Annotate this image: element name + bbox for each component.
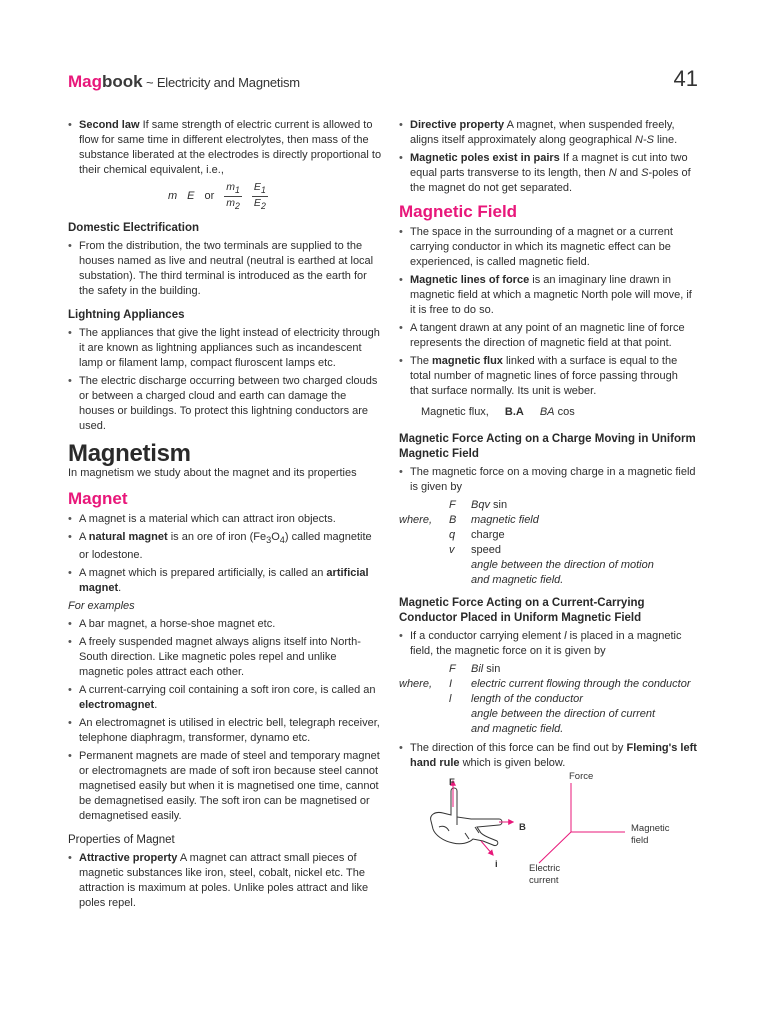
definition-text: and magnetic field. bbox=[471, 723, 564, 735]
directive-property-term: Directive property bbox=[410, 119, 505, 131]
conductor-force-list bbox=[399, 629, 699, 659]
definition-symbol: I bbox=[449, 678, 453, 690]
list-item bbox=[399, 629, 699, 659]
label-i: i bbox=[495, 859, 498, 870]
conductor-force-formula bbox=[399, 662, 699, 737]
definition-row bbox=[399, 558, 699, 573]
text-run: If a conductor carrying element bbox=[410, 630, 565, 642]
domestic-list bbox=[68, 239, 383, 299]
fraction-numerator bbox=[252, 181, 268, 197]
definition-label bbox=[399, 707, 449, 722]
electromagnet-term: electromagnet bbox=[79, 699, 155, 712]
magnet-list bbox=[68, 512, 383, 596]
magnet-heading: Magnet bbox=[68, 489, 128, 509]
formula-row bbox=[399, 498, 699, 513]
text-run: O bbox=[271, 531, 280, 544]
lines-of-force-term: Magnetic lines of force bbox=[410, 274, 530, 286]
text-run: sin bbox=[483, 663, 501, 675]
list-item: • The electric discharge occurring between two charged clouds or between a charged cloud and earth can damage the houses or buildings. To protect this lightning conductors are used. bbox=[68, 374, 383, 434]
text-run: N bbox=[608, 167, 617, 179]
fraction-numerator bbox=[224, 181, 242, 197]
magnetic-field-list bbox=[399, 225, 699, 399]
text-run: linked with a surface is equal to the total number of magnetic lines of force passing through that surface normally. Its unit is weber. bbox=[410, 355, 678, 397]
label-current: current bbox=[529, 875, 559, 886]
formula-label bbox=[399, 662, 449, 677]
text-run: ) called magnetite or lodestone. bbox=[79, 531, 372, 562]
text-run: If a magnet is cut into two equal parts transverse to its length, then bbox=[410, 152, 688, 179]
definition-row bbox=[399, 543, 699, 558]
text-run: . bbox=[154, 699, 158, 712]
label-b: B bbox=[519, 822, 526, 833]
page-number: 41 bbox=[673, 66, 698, 91]
list-item: • A freely suspended magnet always aligns itself into North-South direction. Like magnetic poles repel and unlike magnetic poles attract each other. bbox=[68, 635, 383, 680]
definition-symbol: l bbox=[449, 693, 452, 705]
list-item: • The appliances that give the light instead of electricity through it are known as lightning appliances such as incandescent lamp or filament lamp, compact fluroscent lamps etc. bbox=[68, 326, 383, 371]
examples-list bbox=[68, 617, 383, 824]
formula-rhs bbox=[471, 498, 507, 513]
list-item: • An electromagnet is utilised in electric bell, telegraph receiver, telephone diaphragm, transformer, dynamo etc. bbox=[68, 716, 383, 746]
text-run: A magnet which is prepared artificially, is called an bbox=[79, 567, 327, 580]
definition-label bbox=[399, 543, 449, 558]
definition-symbol: B bbox=[449, 514, 457, 526]
fraction-denominator bbox=[252, 197, 268, 212]
text-run: -poles of the magnet do not get separated. bbox=[410, 167, 691, 194]
list-item: • From the distribution, the two terminals are supplied to the houses named as live and neutral (neutral is earthed at local substation). The third terminal is introduced as the earth for the safety in the building. bbox=[68, 239, 383, 299]
text-run: The bbox=[410, 355, 433, 367]
definition-label bbox=[399, 558, 449, 573]
eq-m2-sub: 2 bbox=[235, 201, 240, 212]
left-hand-icon bbox=[431, 788, 502, 846]
eq-m: m bbox=[168, 190, 178, 203]
formula-label bbox=[399, 498, 449, 513]
magnetism-intro: In magnetism we study about the magnet and its properties bbox=[68, 467, 357, 480]
attractive-property-term: Attractive property bbox=[79, 852, 178, 865]
domestic-heading: Domestic Electrification bbox=[68, 222, 200, 235]
magnetism-heading: Magnetism bbox=[68, 440, 191, 468]
fleming-list bbox=[399, 741, 699, 771]
fleming-rule-term: Fleming's left hand rule bbox=[410, 742, 697, 769]
definition-row bbox=[399, 707, 699, 722]
brand-book: book bbox=[102, 72, 143, 91]
label-f: F bbox=[449, 777, 455, 788]
definition-row bbox=[399, 528, 699, 543]
conductor-force-heading: Magnetic Force Acting on a Current-Carrying Conductor Placed in Uniform Magnetic Field bbox=[399, 597, 645, 624]
fraction-denominator bbox=[224, 197, 242, 212]
subscript: 4 bbox=[279, 535, 285, 546]
definition-symbol bbox=[449, 558, 471, 573]
fleming-figure bbox=[399, 771, 699, 893]
definition-symbol bbox=[449, 722, 471, 737]
eq-e1-sub: 1 bbox=[260, 185, 266, 196]
axes-diagram bbox=[539, 783, 625, 863]
second-law-equation bbox=[68, 181, 383, 212]
list-item bbox=[399, 118, 699, 148]
left-column bbox=[68, 118, 383, 914]
text-run: is placed in a magnetic field, the magnetic force on it is given by bbox=[410, 630, 682, 657]
list-item bbox=[399, 354, 699, 399]
brand-title bbox=[68, 72, 300, 92]
text-run: S bbox=[641, 167, 649, 179]
second-law-list bbox=[68, 118, 383, 178]
definition-row bbox=[399, 513, 699, 528]
lightning-list bbox=[68, 326, 383, 434]
definition-row bbox=[399, 692, 699, 707]
label-electric: Electric bbox=[529, 863, 561, 874]
label-force: Force bbox=[569, 771, 594, 782]
eq-e: E bbox=[187, 190, 195, 203]
list-item: • A tangent drawn at any point of an magnetic line of force represents the direction of magnetic field at that point. bbox=[399, 321, 699, 351]
definition-row bbox=[399, 677, 699, 692]
text-run: N-S bbox=[635, 134, 654, 146]
flux-bacos bbox=[540, 405, 575, 420]
flux-label: Magnetic flux, bbox=[421, 406, 489, 418]
flux-equation bbox=[399, 405, 699, 420]
magnetic-field-heading: Magnetic Field bbox=[399, 202, 518, 221]
page-header bbox=[68, 66, 698, 94]
list-item bbox=[68, 530, 383, 563]
definition-text: speed bbox=[471, 544, 501, 556]
label-field: field bbox=[631, 835, 649, 846]
subscript: 3 bbox=[266, 535, 272, 546]
current-axis bbox=[539, 832, 571, 863]
text-run: which is given below. bbox=[459, 757, 566, 769]
definition-label: where, bbox=[399, 514, 433, 526]
for-examples-label: For examples bbox=[68, 600, 135, 613]
right-column bbox=[399, 118, 699, 893]
definition-text: length of the conductor bbox=[471, 693, 583, 705]
text-run: A current-carrying coil containing a soft iron core, is called an bbox=[79, 684, 376, 697]
text-run: cos bbox=[554, 406, 575, 418]
second-law-term: Second law bbox=[79, 119, 140, 131]
list-item bbox=[68, 566, 383, 596]
charge-force-formula bbox=[399, 498, 699, 588]
eq-m1-sub: 1 bbox=[235, 185, 240, 196]
text-run: Bil bbox=[471, 663, 484, 675]
formula-f: F bbox=[449, 663, 456, 675]
list-item: • A bar magnet, a horse-shoe magnet etc. bbox=[68, 617, 383, 632]
list-item bbox=[68, 118, 383, 178]
text-run: line. bbox=[653, 134, 678, 146]
definition-text: angle between the direction of current bbox=[471, 708, 656, 720]
eq-e1: E bbox=[253, 181, 261, 193]
formula-rhs bbox=[471, 662, 500, 677]
definition-label bbox=[399, 573, 449, 588]
definition-label bbox=[399, 528, 449, 543]
flux-ba: B.A bbox=[504, 406, 524, 418]
text-run: BA bbox=[539, 406, 555, 418]
definition-symbol: v bbox=[449, 544, 455, 556]
text-run: A magnet, when suspended freely, aligns itself approximately along geographical bbox=[410, 119, 675, 146]
text-run: Bqv bbox=[471, 499, 490, 511]
label-magnetic: Magnetic bbox=[631, 823, 670, 834]
definition-symbol: q bbox=[449, 529, 456, 541]
brand-mag: Mag bbox=[68, 72, 102, 91]
definition-label: where, bbox=[399, 678, 433, 690]
definition-text: angle between the direction of motion bbox=[471, 559, 654, 571]
definition-text: charge bbox=[471, 529, 505, 541]
charge-force-heading: Magnetic Force Acting on a Charge Moving in Uniform Magnetic Field bbox=[399, 433, 696, 460]
header-subtitle: ~ Electricity and Magnetism bbox=[142, 75, 300, 90]
text-run: sin bbox=[489, 499, 508, 511]
definition-text: and magnetic field. bbox=[471, 574, 564, 586]
charge-force-list bbox=[399, 465, 699, 495]
text-run: and bbox=[616, 167, 642, 179]
second-law-text: If same strength of electric current is allowed to flow for same time in different electrolytes, then mass of the substance liberated at the electrodes is directly proportional to their chemical equivalent, i.e., bbox=[79, 119, 382, 176]
text-run: is an imaginary line drawn in magnetic field at which a magnetic North pole will move, if it is free to do so. bbox=[410, 274, 692, 316]
magnetic-flux-term: magnetic flux bbox=[432, 355, 503, 367]
eq-fraction-m bbox=[224, 181, 242, 212]
properties-list-continued bbox=[399, 118, 699, 196]
properties-heading: Properties of Magnet bbox=[68, 834, 175, 847]
list-item bbox=[68, 683, 383, 713]
text-run: A bbox=[79, 531, 89, 544]
definition-label bbox=[399, 722, 449, 737]
list-item bbox=[68, 851, 383, 911]
definition-text: magnetic field bbox=[471, 514, 539, 526]
natural-magnet-term: natural magnet bbox=[88, 531, 168, 544]
properties-list bbox=[68, 851, 383, 911]
text-run: A magnet can attract small pieces of magnetic substances like iron, steel, cobalt, nickel etc. The attraction is maximum at poles. Unlike poles attract and like poles repel. bbox=[79, 852, 369, 910]
list-item bbox=[399, 741, 699, 771]
list-item: • The space in the surrounding of a magnet or a current carrying conductor in which its magnetic effect can be experienced, is called magnetic field. bbox=[399, 225, 699, 270]
list-item: • The magnetic force on a moving charge in a magnetic field is given by bbox=[399, 465, 699, 495]
list-item: • Permanent magnets are made of steel and temporary magnet or electromagnets are made of soft iron because steel cannot magnetised easily but when it is magnetised one time, cannot be demagnetised easily. The soft iron can be magnetised or demagnetised easily. bbox=[68, 749, 383, 824]
eq-fraction-e bbox=[252, 181, 268, 212]
definition-text: electric current flowing through the conductor bbox=[471, 678, 691, 690]
formula-f: F bbox=[449, 499, 456, 511]
eq-m1: m bbox=[226, 181, 236, 193]
list-item: • A magnet is a material which can attract iron objects. bbox=[68, 512, 383, 527]
lightning-heading: Lightning Appliances bbox=[68, 309, 185, 322]
text-run: . bbox=[118, 582, 122, 595]
text-run: l bbox=[564, 630, 567, 642]
formula-row bbox=[399, 662, 699, 677]
text-run: The direction of this force can be find out by bbox=[410, 742, 627, 754]
eq-or: or bbox=[204, 190, 215, 203]
definition-row bbox=[399, 722, 699, 737]
list-item bbox=[399, 273, 699, 318]
eq-e2: E bbox=[253, 197, 261, 210]
definition-symbol bbox=[449, 707, 471, 722]
text-run: is an ore of iron (Fe bbox=[167, 531, 267, 544]
definition-symbol bbox=[449, 573, 471, 588]
eq-m2: m bbox=[226, 197, 236, 210]
eq-e2-sub: 2 bbox=[260, 201, 266, 212]
artificial-magnet-term: artificial magnet bbox=[79, 567, 369, 595]
list-item bbox=[399, 151, 699, 196]
definition-label bbox=[399, 692, 449, 707]
definition-row bbox=[399, 573, 699, 588]
poles-in-pairs-term: Magnetic poles exist in pairs bbox=[410, 152, 560, 164]
